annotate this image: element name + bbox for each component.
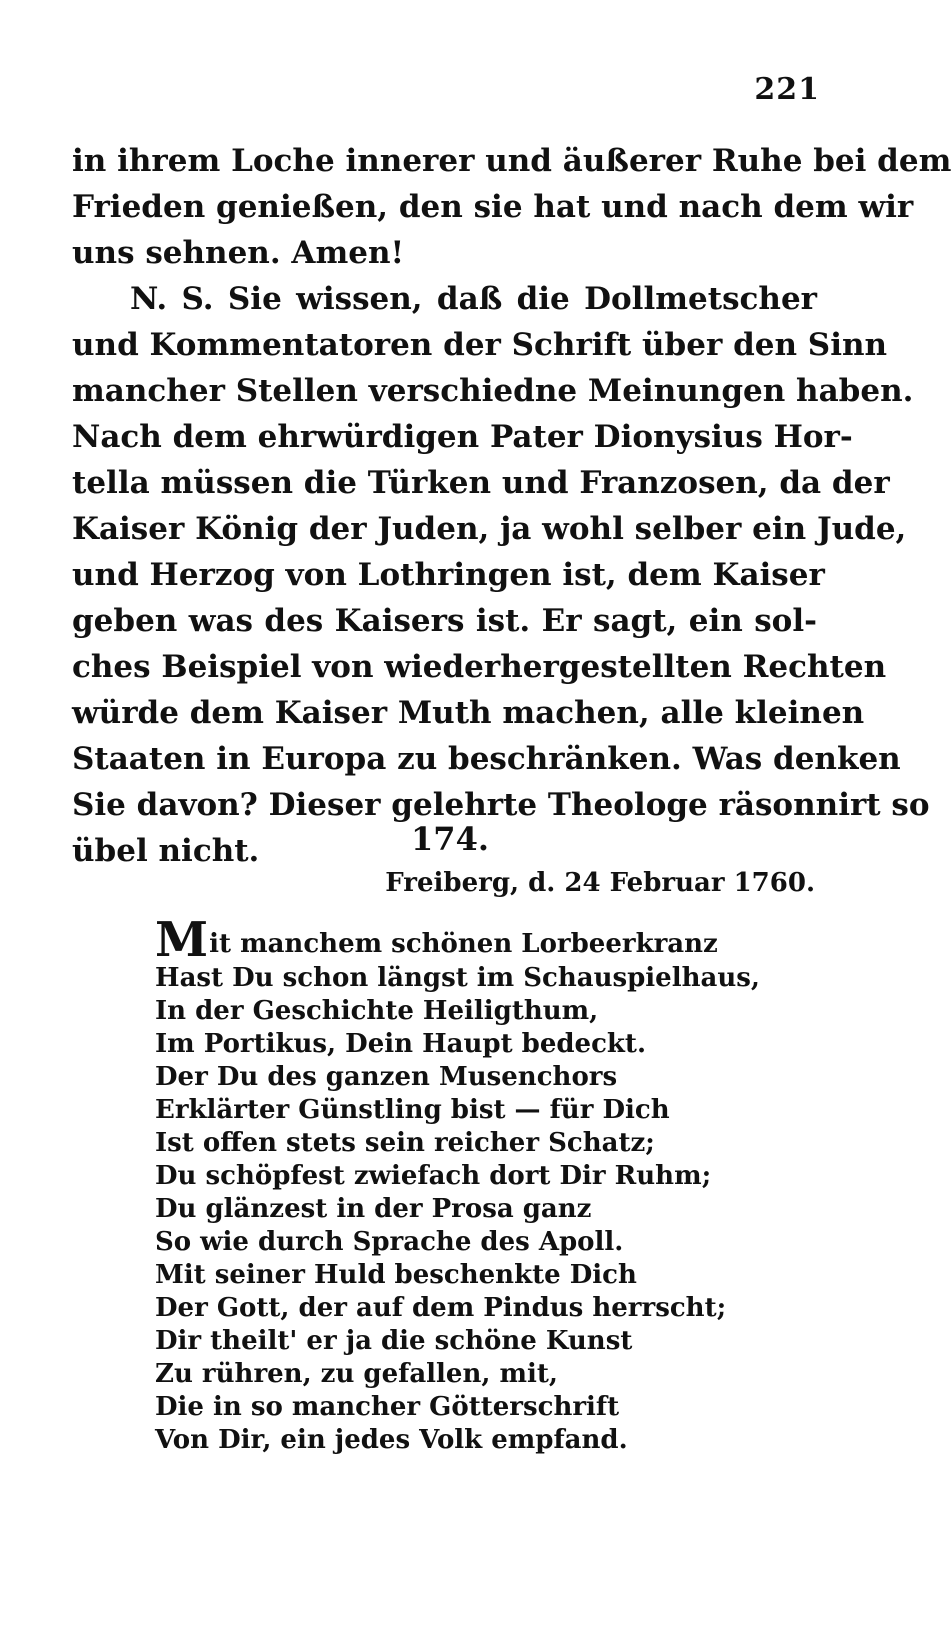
poem-verse: Ist offen stets sein reicher Schatz; — [155, 1128, 655, 1158]
page-number: 221 — [754, 72, 820, 107]
text-line: Kaiser König der Juden, ja wohl selber ein Jude, — [72, 511, 907, 547]
poem-verse: Erklärter Günstling bist — für Dich — [155, 1095, 670, 1125]
poem-verse: Hast Du schon längst im Schauspielhaus, — [155, 963, 760, 993]
poem-verse: So wie durch Sprache des Apoll. — [155, 1227, 624, 1257]
text-line: mancher Stellen verschiedne Meinungen haben. — [72, 373, 914, 409]
letter-body-text — [72, 138, 951, 874]
text-line: Frieden genießen, den sie hat und nach dem wir — [72, 189, 914, 225]
text-line: Nach dem ehrwürdigen Pater Dionysius Hor- — [72, 419, 853, 455]
poem-verse: Der Du des ganzen Musenchors — [155, 1062, 618, 1092]
text-line: tella müssen die Türken und Franzosen, da der — [72, 465, 890, 501]
text-line: würde dem Kaiser Muth machen, alle kleinen — [72, 695, 865, 731]
text-line: ches Beispiel von wiederhergestellten Rechten — [72, 649, 887, 685]
text-line: und Herzog von Lothringen ist, dem Kaiser — [72, 557, 825, 593]
dateline: Freiberg, d. 24 Februar 1760. — [385, 868, 815, 898]
poem-verse: Die in so mancher Götterschrift — [155, 1392, 620, 1422]
poem-verse: Im Portikus, Dein Haupt bedeckt. — [155, 1029, 646, 1059]
text-line: in ihrem Loche innerer und äußerer Ruhe bei dem — [72, 143, 951, 179]
poem-verse: Mit seiner Huld beschenkte Dich — [155, 1260, 637, 1290]
text-line: geben was des Kaisers ist. Er sagt, ein sol- — [72, 603, 817, 639]
poem-first-line-text: it manchem schönen Lorbeerkranz — [209, 929, 718, 959]
text-line: Staaten in Europa zu beschränken. Was denken — [72, 741, 901, 777]
text-line: und Kommentatoren der Schrift über den Sinn — [72, 327, 888, 363]
poem-verse: Du schöpfest zwiefach dort Dir Ruhm; — [155, 1161, 712, 1191]
text-line: N. S. Sie wissen, daß die Dollmetscher — [130, 281, 817, 317]
poem-verse: Du glänzest in der Prosa ganz — [155, 1194, 592, 1224]
poem-verse: Von Dir, ein jedes Volk empfand. — [155, 1425, 628, 1455]
poem-verse: Dir theilt' er ja die schöne Kunst — [155, 1326, 633, 1356]
text-line: uns sehnen. Amen! — [72, 235, 405, 271]
text-line: übel nicht. — [72, 833, 260, 869]
poem-verse — [155, 912, 755, 968]
poem-verse: Der Gott, der auf dem Pindus herrscht; — [155, 1293, 727, 1323]
poem-verse: In der Geschichte Heiligthum, — [155, 996, 599, 1026]
letter-number: 174. — [411, 820, 489, 858]
poem-verse: Zu rühren, zu gefallen, mit, — [155, 1359, 558, 1389]
drop-cap: M — [155, 912, 209, 968]
poem — [155, 912, 760, 1457]
text-line: Sie davon? Dieser gelehrte Theologe räsonnirt so — [72, 787, 930, 823]
